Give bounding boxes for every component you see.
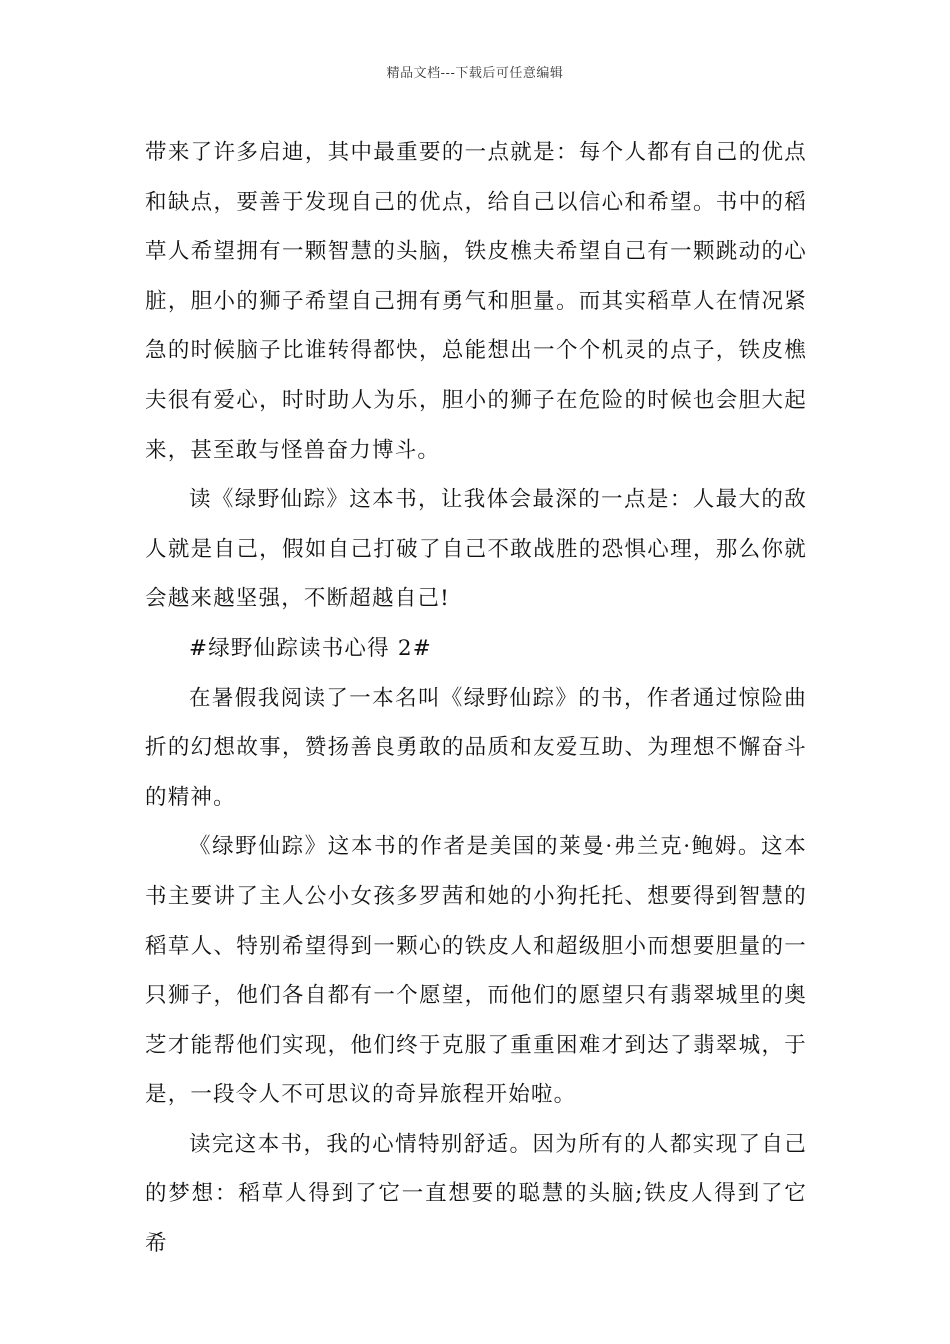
paragraph-intro: 在暑假我阅读了一本名叫《绿野仙踪》的书，作者通过惊险曲折的幻想故事，赞扬善良勇敢的品质和友爱互助、为理想不懈奋斗的精神。 bbox=[145, 685, 807, 810]
paragraph-summary: 《绿野仙踪》这本书的作者是美国的莱曼·弗兰克·鲍姆。这本书主要讲了主人公小女孩多罗茜和她的小狗托托、想要得到智慧的稻草人、特别希望得到一颗心的铁皮人和超级胆小而想要胆量的一只狮子，他们各自都有一个愿望，而他们的愿望只有翡翠城里的奥芝才能帮他们实现，他们终于克服了重重困难才到达了翡翠城，于是，一段令人不可思议的奇异旅程开始啦。 bbox=[145, 834, 807, 1108]
paragraph-reflection: 读《绿野仙踪》这本书，让我体会最深的一点是：人最大的敌人就是自己，假如自己打破了自己不敢战胜的恐惧心理，那么你就会越来越坚强，不断超越自己! bbox=[145, 487, 807, 612]
section-heading: #绿野仙踪读书心得 2# bbox=[189, 635, 432, 661]
page-header: 精品文档---下载后可任意编辑 bbox=[386, 66, 564, 81]
paragraph-feelings: 读完这本书，我的心情特别舒适。因为所有的人都实现了自己的梦想：稻草人得到了它一直想要的聪慧的头脑;铁皮人得到了它希 bbox=[145, 1131, 807, 1257]
document-body bbox=[145, 128, 807, 1269]
paragraph-continuation: 带来了许多启迪，其中最重要的一点就是：每个人都有自己的优点和缺点，要善于发现自己的优点，给自己以信心和希望。书中的稻草人希望拥有一颗智慧的头脑，铁皮樵夫希望自己有一颗跳动的心脏，胆小的狮子希望自己拥有勇气和胆量。而其实稻草人在情况紧急的时候脑子比谁转得都快，总能想出一个个机灵的点子，铁皮樵夫很有爱心，时时助人为乐，胆小的狮子在危险的时候也会胆大起来，甚至敢与怪兽奋力博斗。 bbox=[145, 140, 807, 463]
